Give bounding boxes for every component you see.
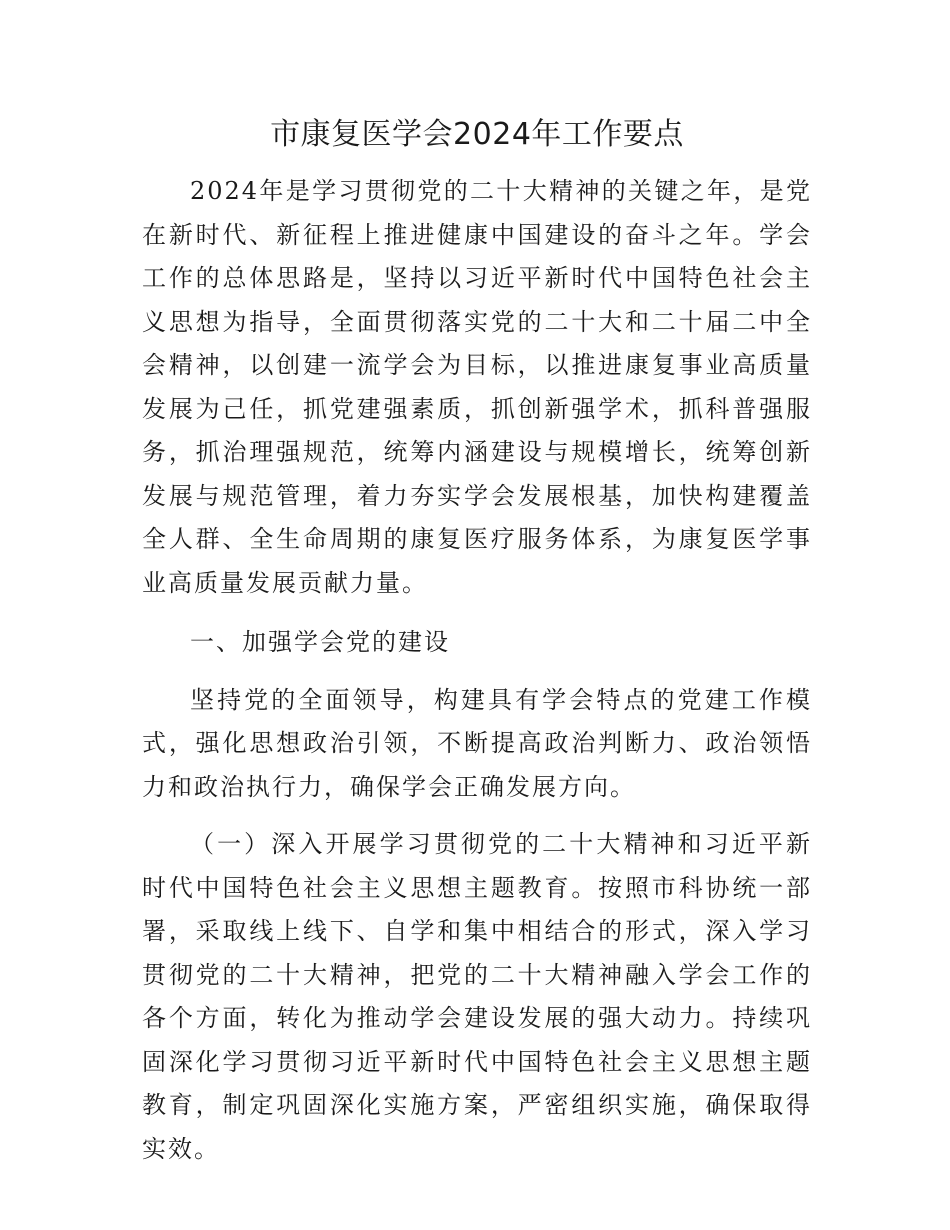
intro-paragraph: 2024年是学习贯彻党的二十大精神的关键之年，是党在新时代、新征程上推进健康中国建设的奋斗之年。学会工作的总体思路是，坚持以习近平新时代中国特色社会主义思想为指导，全面贯彻落实党的二十大和二十届二中全会精神，以创建一流学会为目标，以推进康复事业高质量发展为己任，抓党建强素质，抓创新强学术，抓科普强服务，抓治理强规范，统筹内涵建设与规模增长，统筹创新发展与规范管理，着力夯实学会发展根基，加快构建覆盖全人群、全生命周期的康复医疗服务体系，为康复医学事业高质量发展贡献力量。 — [142, 177, 812, 597]
section-heading: 一、加强学会党的建设 — [190, 628, 450, 656]
subsection-paragraph: （一）深入开展学习贯彻党的二十大精神和习近平新时代中国特色社会主义思想主题教育。按照市科协统一部署，采取线上线下、自学和集中相结合的形式，深入学习贯彻党的二十大精神，把党的二十大精神融入学会工作的各个方面，转化为推动学会建设发展的强大动力。持续巩固深化学习贯彻习近平新时代中国特色社会主义思想主题教育，制定巩固深化实施方案，严密组织实施，确保取得实效。 — [142, 830, 812, 1163]
document-title: 市康复医学会2024年工作要点 — [270, 117, 684, 152]
document-page — [142, 110, 812, 1171]
section-paragraph: 坚持党的全面领导，构建具有学会特点的党建工作模式，强化思想政治引领，不断提高政治判断力、政治领悟力和政治执行力，确保学会正确发展方向。 — [142, 685, 812, 801]
